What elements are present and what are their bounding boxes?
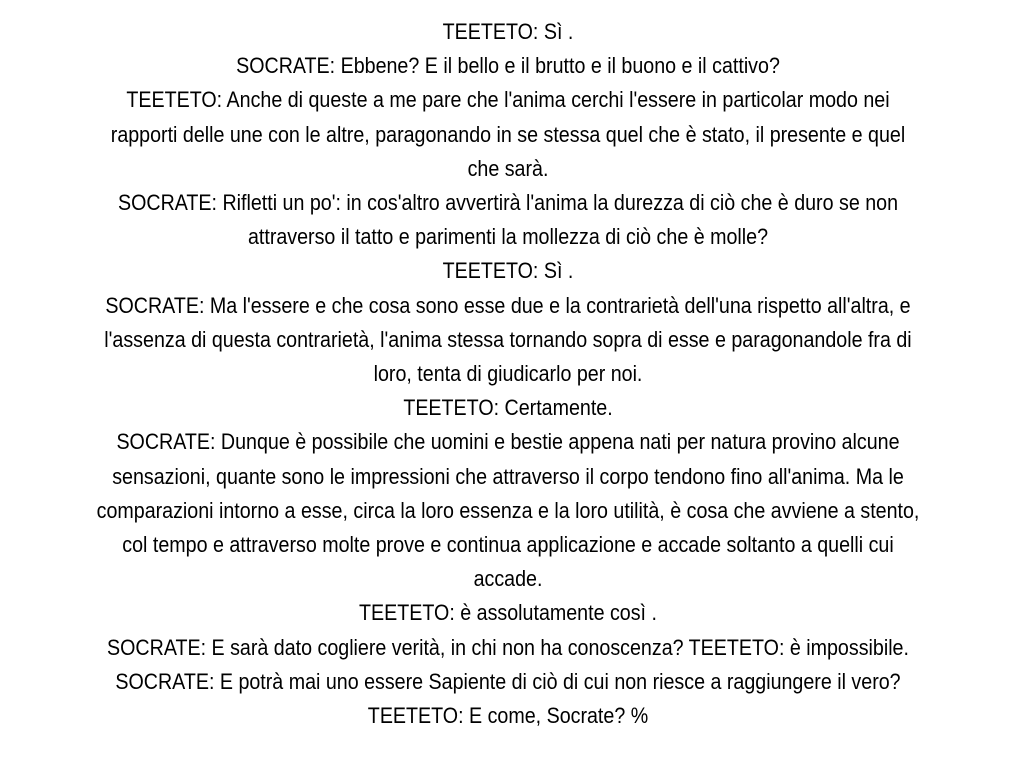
text-line: TEETETO: Certamente. [403, 395, 613, 421]
text-line: TEETETO: Sì . [442, 258, 574, 284]
text-line: SOCRATE: Dunque è possibile che uomini e bestie appena nati per natura provino alcune [116, 429, 900, 455]
text-line: TEETETO: Anche di queste a me pare che l'anima cerchi l'essere in particolar modo nei [126, 87, 890, 113]
text-line: TEETETO: Sì . [442, 19, 574, 44]
text-line: TEETETO: E come, Socrate? % [367, 703, 649, 729]
text-line: SOCRATE: Ebbene? E il bello e il brutto e il buono e il cattivo? [236, 53, 780, 79]
text-line: l'assenza di questa contrarietà, l'anima stessa tornando sopra di esse e paragonandole fra di [104, 326, 912, 352]
text-line: SOCRATE: E sarà dato cogliere verità, in chi non ha conoscenza? TEETETO: è impossibile. [107, 634, 909, 660]
text-line: TEETETO: è assolutamente così . [359, 600, 657, 626]
text-line: rapporti delle une con le altre, paragonando in se stessa quel che è stato, il presente e quel [110, 121, 906, 147]
text-line: SOCRATE: E potrà mai uno essere Sapiente di ciò di cui non riesce a raggiungere il vero? [115, 668, 901, 694]
text-line: sensazioni, quante sono le impressioni che attraverso il corpo tendono fino all'anima. Ma le [112, 463, 904, 489]
text-line: che sarà. [467, 155, 549, 181]
dialogue-text [73, 15, 943, 733]
text-line: SOCRATE: Rifletti un po': in cos'altro avvertirà l'anima la durezza di ciò che è duro se non [117, 190, 899, 216]
text-line: comparazioni intorno a esse, circa la loro essenza e la loro utilità, è cosa che avviene a stento, [96, 497, 920, 523]
text-line: attraverso il tatto e parimenti la mollezza di ciò che è molle? [247, 224, 769, 250]
text-line: SOCRATE: Ma l'essere e che cosa sono esse due e la contrarietà dell'una rispetto all'altra, e [105, 292, 911, 318]
text-line: accade. [473, 566, 543, 592]
text-line: col tempo e attraverso molte prove e continua applicazione e accade soltanto a quelli cui [122, 532, 894, 558]
text-line: loro, tenta di giudicarlo per noi. [373, 361, 643, 387]
